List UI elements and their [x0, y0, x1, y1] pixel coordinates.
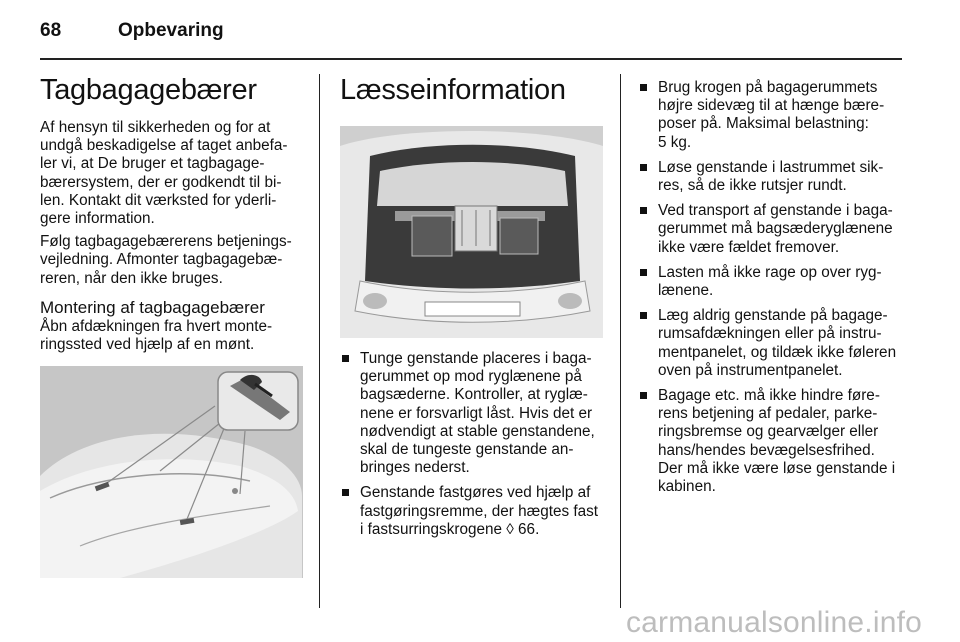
- paragraph-roof-rack-instructions: Følg tagbagagebærerens betjenings- vejledning. Afmonter tagbagagebæ- reren, når den ikke bruges.: [40, 233, 292, 287]
- paragraph-roof-rack-intro: Af hensyn til sikkerheden og for at undgå beskadigelse af taget anbefa- ler vi, at De bruger et tagbagage- bærersystem, der er godkendt til bi- len. Kontakt dit værksted for yderli- gere information.: [40, 119, 288, 228]
- list-item: Tunge genstande placeres i baga- gerummet op mod ryglænene på bagsæderne. Kontroller, at ryglæ- nene er forsvarligt låst. Hvis det er nødvendigt at stable genstandene, skal de tungeste genstande an- bringes nederst.: [340, 350, 608, 477]
- list-item: Genstande fastgøres ved hjælp af fastgøringsremme, der hægtes fast i fastsurringskrogene ◊ 66.: [340, 484, 608, 539]
- list-item: Løse genstande i lastrummet sik- res, så de ikke rutsjer rundt.: [638, 159, 904, 195]
- subheading-mounting: Montering af tagbagagebærer: [40, 297, 265, 317]
- loading-bullet-list: [340, 350, 608, 539]
- paragraph-mounting: Åbn afdækningen fra hvert monte- ringssted ved hjælp af en mønt.: [40, 317, 273, 354]
- right-column: [638, 79, 904, 503]
- list-item: Lasten må ikke rage op over ryg- lænene.: [638, 264, 904, 300]
- heading-roof-rack: Tagbagagebærer: [40, 74, 257, 106]
- roof-mounting-illustration: [40, 366, 303, 578]
- car-trunk-icon: [340, 126, 603, 338]
- column-divider-right: [620, 74, 621, 608]
- middle-column: [340, 74, 605, 107]
- heading-loading-information: Læsseinformation: [340, 74, 566, 106]
- list-item: Brug krogen på bagagerummets højre sidevæg til at hænge bære- poser på. Maksimal belastning: 5 kg.: [638, 79, 904, 152]
- header-divider: [40, 58, 902, 60]
- column-divider-left: [319, 74, 320, 608]
- left-column: [40, 74, 310, 354]
- list-item: Læg aldrig genstande på bagage- rumsafdækningen eller på instru- mentpanelet, og tildæk ikke føleren oven på instrumentpanelet.: [638, 307, 904, 380]
- list-item: Bagage etc. må ikke hindre føre- rens betjening af pedaler, parke- ringsbremse og gearvælger eller hans/hendes bevægelsesfrihed. Der må ikke være løse genstande i kabinen.: [638, 387, 904, 496]
- middle-bullets: [340, 350, 608, 546]
- car-roof-icon: [40, 366, 303, 578]
- list-item: Ved transport af genstande i baga- gerummet må bagsæderyglænene ikke være fældet fremover.: [638, 202, 904, 257]
- page-number: 68: [40, 20, 62, 41]
- trunk-loading-illustration: [340, 126, 603, 338]
- watermark: carmanualsonline.info: [625, 606, 922, 639]
- loading-rules-list: [638, 79, 904, 496]
- section-title: Opbevaring: [118, 20, 224, 41]
